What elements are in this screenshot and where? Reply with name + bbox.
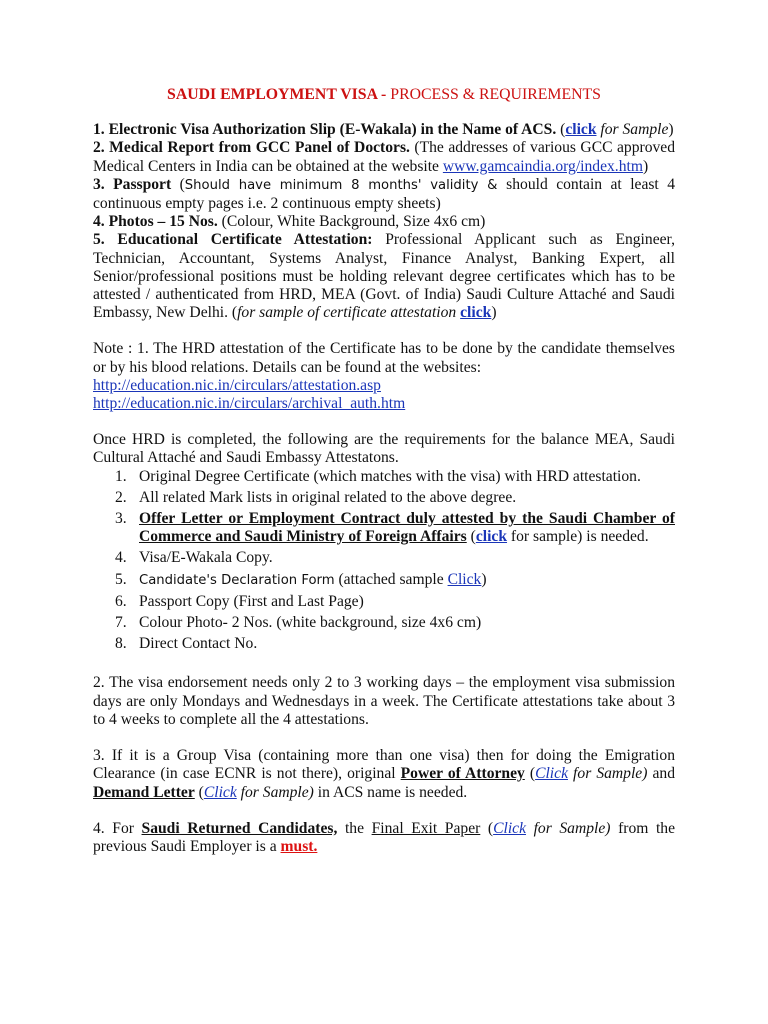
list-item xyxy=(93,635,675,653)
list-item xyxy=(93,614,675,632)
note-text: Note : 1. The HRD attestation of the Certificate has to be done by the candidate themselves or by his blood relations. Details can be found at the websites: xyxy=(93,340,675,376)
list-number: 6. xyxy=(115,592,127,610)
paragraph-2: 2. The visa endorsement needs only 2 to 3 working days – the employment visa submission days are only Mondays and Wednesdays in a week. The Certificate attestations take about 3 to 4 weeks to complete all the 4 attestations. xyxy=(93,674,675,728)
para-3-text: ( xyxy=(194,783,204,801)
list-item-text: ( xyxy=(466,528,476,546)
list-item-text: Colour Photo- 2 Nos. (white background, size 4x6 cm) xyxy=(139,614,482,632)
item-1 xyxy=(93,121,675,139)
item-4-text: (Colour, White Background, Size 4x6 cm) xyxy=(217,213,486,231)
para-4-text: ( xyxy=(480,819,494,837)
requirements-list xyxy=(93,468,675,654)
list-number: 5. xyxy=(115,570,127,588)
item-1-heading: 1. Electronic Visa Authorization Slip (E-Wakala) in the Name of ACS. xyxy=(93,121,557,139)
item-5-click-link[interactable]: click xyxy=(460,304,492,322)
list-number: 4. xyxy=(115,549,127,567)
final-exit-paper-link[interactable]: Final Exit Paper xyxy=(371,819,481,837)
item-3-text-a: ( xyxy=(171,175,185,193)
list-item xyxy=(93,549,675,567)
list-item xyxy=(93,593,675,611)
gamca-website-link[interactable]: www.gamcaindia.org/index.htm xyxy=(442,157,643,175)
list-item-text: Original Degree Certificate (which matches with the visa) with HRD attestation. xyxy=(139,467,641,485)
item-1-post: ) xyxy=(668,121,674,139)
hrd-intro: Once HRD is completed, the following are the requirements for the balance MEA, Saudi Cultural Attaché and Saudi Embassy Attestatons. xyxy=(93,431,675,467)
note-paragraph xyxy=(93,340,675,413)
archival-auth-link[interactable]: http://education.nic.in/circulars/archival_auth.htm xyxy=(93,395,406,413)
item-5 xyxy=(93,231,675,322)
list-number: 1. xyxy=(115,467,127,485)
spacer xyxy=(93,413,675,431)
attestation-link[interactable]: http://education.nic.in/circulars/attestation.asp xyxy=(93,376,381,394)
paragraph-3 xyxy=(93,747,675,802)
declaration-click-link[interactable]: Click xyxy=(447,570,482,588)
list-item xyxy=(93,489,675,507)
must-emphasis: must. xyxy=(280,837,318,855)
list-item xyxy=(93,468,675,486)
item-2-post: ) xyxy=(642,157,649,175)
item-2 xyxy=(93,139,675,175)
final-exit-click-link[interactable]: Click xyxy=(493,819,527,837)
item-4-heading: 4. Photos – 15 Nos. xyxy=(93,213,218,231)
para-4-text: 4. For xyxy=(93,819,142,837)
declaration-form-label: Candidate's Declaration Form xyxy=(139,572,335,588)
para-3-text: 3. If it is a Group Visa (containing more than one visa) then for doing the Emigration Clearance (in case ECNR is not there), original xyxy=(93,747,675,783)
item-1-click-link[interactable]: click xyxy=(565,121,597,139)
list-item-text: ) xyxy=(481,570,487,588)
saudi-returned-candidates-link[interactable]: Saudi Returned Candidates, xyxy=(141,819,338,837)
para-4-text: from the previous Saudi Employer is a xyxy=(93,819,676,855)
item-5-post: ) xyxy=(491,304,497,322)
para-4-italic: for Sample) xyxy=(526,819,611,837)
item-5-heading: 5. Educational Certificate Attestation: xyxy=(93,231,373,249)
offer-letter-link[interactable]: Offer Letter or Employment Contract duly attested by the Saudi Chamber of Commerce and Saudi Ministry of Foreign Affairs xyxy=(139,510,675,546)
spacer xyxy=(93,802,675,820)
demand-letter-link[interactable]: Demand Letter xyxy=(93,783,195,801)
document-page xyxy=(93,86,675,856)
list-item xyxy=(93,571,675,590)
spacer xyxy=(93,656,675,674)
list-item-text: Visa/E-Wakala Copy. xyxy=(139,549,273,567)
power-of-attorney-click-link[interactable]: Click xyxy=(535,765,568,783)
list-item-text: (attached sample xyxy=(334,570,448,588)
list-item xyxy=(93,510,675,546)
spacer xyxy=(93,322,675,340)
item-3-heading: 3. Passport xyxy=(93,175,172,193)
spacer xyxy=(93,729,675,747)
offer-letter-click-link[interactable]: click xyxy=(475,528,508,546)
list-item-text: for sample) is needed. xyxy=(507,528,649,546)
list-number: 3. xyxy=(115,510,127,528)
list-item-text: All related Mark lists in original related to the above degree. xyxy=(139,488,517,506)
item-4 xyxy=(93,213,675,231)
para-3-text: ( xyxy=(524,765,536,783)
item-3-text-c: should contain at least 4 continuous empty pages i.e. 2 continuous empty sheets) xyxy=(93,175,675,213)
paragraph-4 xyxy=(93,820,675,856)
item-1-pre: ( xyxy=(556,121,566,139)
power-of-attorney-link[interactable]: Power of Attorney xyxy=(400,765,525,783)
item-2-text: (The addresses of various GCC approved Medical Centers in India can be obtained at the website xyxy=(93,139,676,175)
list-number: 2. xyxy=(115,488,127,506)
para-3-italic: for Sample) xyxy=(236,783,314,801)
item-3-text-b: Should have minimum 8 months' validity & xyxy=(184,177,507,193)
para-3-text: in ACS name is needed. xyxy=(313,783,468,801)
list-item-text: Direct Contact No. xyxy=(139,635,258,653)
para-3-italic: for Sample) xyxy=(568,765,648,783)
title-bold: SAUDI EMPLOYMENT VISA - xyxy=(167,86,391,103)
title-normal: PROCESS & REQUIREMENTS xyxy=(390,86,601,103)
item-1-italic: for Sample xyxy=(596,121,669,139)
item-3 xyxy=(93,176,675,213)
item-2-heading: 2. Medical Report from GCC Panel of Doctors. xyxy=(93,139,410,157)
para-3-text: and xyxy=(647,765,675,783)
list-item-text: Passport Copy (First and Last Page) xyxy=(139,592,364,610)
list-number: 8. xyxy=(115,635,127,653)
item-5-italic: for sample of certificate attestation xyxy=(237,304,461,322)
item-5-text: Professional Applicant such as Engineer, Technician, Accountant, Systems Analyst, Finance Analyst, Banking Expert, all Senior/professional positions must be holding relevant degree certificates which has to be attested / authenticated from HRD, MEA (Govt. of India) Saudi Culture Attaché and Saudi Embassy, New Delhi. ( xyxy=(93,231,675,322)
demand-letter-click-link[interactable]: Click xyxy=(203,783,237,801)
list-number: 7. xyxy=(115,614,127,632)
para-4-text: the xyxy=(337,819,372,837)
page-title xyxy=(93,86,675,104)
